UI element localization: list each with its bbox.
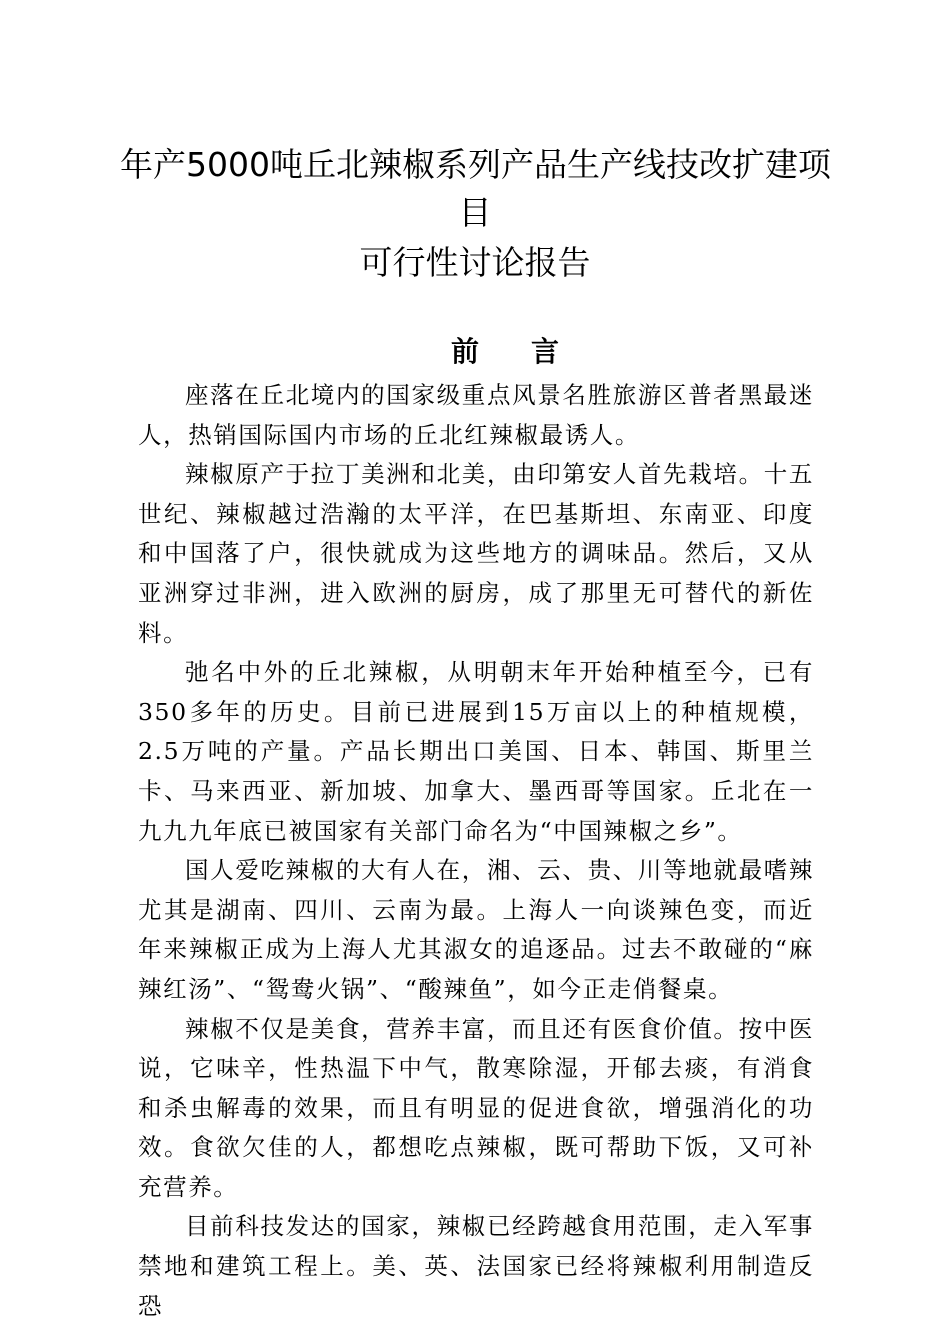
paragraph-5: 辣椒不仅是美食，营养丰富，而且还有医食价值。按中医说，它味辛，性热温下中气，散寒除湿，开郁去痰，有消食和杀虫解毒的效果，而且有明显的促进食欲，增强消化的功效。食欲欠佳的人，都想吃点辣椒，既可帮助下饭，又可补充营养。 [138,1014,814,1201]
paragraph-6: 目前科技发达的国家，辣椒已经跨越食用范围，走入军事禁地和建筑工程上。美、英、法国家已经将辣椒利用制造反恐 [138,1212,814,1320]
document-body [138,376,814,1326]
paragraph-4: 国人爱吃辣椒的大有人在，湘、云、贵、川等地就最嗜辣尤其是湖南、四川、云南为最。上海人一向谈辣色变，而近年来辣椒正成为上海人尤其淑女的追逐品。过去不敢碰的“麻辣红汤”、“鸳鸯火锅”、“酸辣鱼”，如今正走俏餐桌。 [138,856,814,1003]
document-title-line-3: 可行性讨论报告 [359,243,591,282]
section-heading-preface [0,332,950,372]
heading-char-2: 言 [531,335,560,368]
document-title-line-1: 年产5000吨丘北辣椒系列产品生产线技改扩建项 [120,145,831,184]
heading-char-1: 前 [450,335,479,368]
paragraph-2: 辣椒原产于拉丁美洲和北美，由印第安人首先栽培。十五世纪、辣椒越过浩瀚的太平洋，在巴基斯坦、东南亚、印度和中国落了户，很快就成为这些地方的调味品。然后，又从亚洲穿过非洲，进入欧洲的厨房，成了那里无可替代的新佐料。 [138,460,814,647]
document-title-line-2: 目 [458,193,492,232]
paragraph-3: 弛名中外的丘北辣椒，从明朝末年开始种植至今，已有350多年的历史。目前已进展到15万亩以上的种植规模，2.5万吨的产量。产品长期出口美国、日本、韩国、斯里兰卡、马来西亚、新加坡、加拿大、墨西哥等国家。丘北在一九九九年底已被国家有关部门命名为“中国辣椒之乡”。 [138,658,814,845]
paragraph-1: 座落在丘北境内的国家级重点风景名胜旅游区普者黑最迷人，热销国际国内市场的丘北红辣椒最诱人。 [138,381,814,449]
